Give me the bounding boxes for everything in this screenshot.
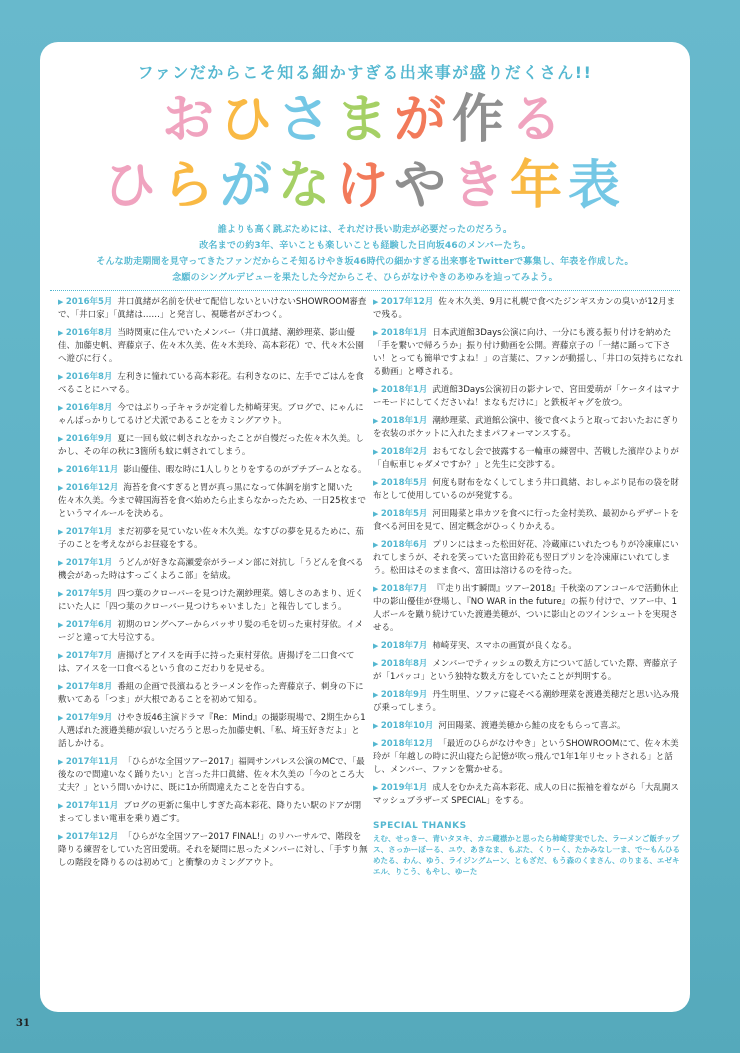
title-char: き [452, 156, 511, 216]
entry-date: ▶ 2016年8月 [58, 328, 112, 338]
timeline-right-column [373, 296, 683, 877]
title-char: さ [277, 90, 336, 150]
timeline-entry [373, 782, 683, 808]
entry-date: ▶ 2016年8月 [58, 372, 112, 382]
timeline-entry [58, 371, 368, 397]
timeline-entry [58, 712, 368, 751]
title-char: が [219, 156, 278, 216]
entry-date: ▶ 2018年1月 [373, 385, 427, 395]
entry-date: ▶ 2016年12月 [58, 483, 118, 493]
entry-date: ▶ 2018年5月 [373, 509, 427, 519]
title-char: ひ [219, 90, 278, 150]
title-char: ま [335, 90, 394, 150]
dotted-divider [50, 290, 680, 291]
title-char: ら [161, 156, 220, 216]
entry-text: 井口眞緒が名前を伏せて配信しないといけないSHOWROOM審査で、「井口家」「眞緒は……」と発言し、視聴者がざわつく。 [58, 297, 367, 320]
entry-text: 今ではぶりっ子キャラが定着した柿崎芽実。ブログで、にゃんにゃんばっかりしてるけど犬派であることをカミングアウト。 [58, 403, 364, 426]
entry-date: ▶ 2018年1月 [373, 328, 427, 338]
timeline-entry [58, 831, 368, 870]
title-line-1 [40, 90, 690, 150]
entry-text: 影山優佳、暇な時に1人しりとりをするのがプチブームとなる。 [123, 465, 367, 475]
timeline-entry [58, 327, 368, 366]
entry-date: ▶ 2016年8月 [58, 403, 112, 413]
entry-text: メンバーでティッシュの数え方について話していた際、齊藤京子が「1パッコ」という独特な数え方をしていたことが判明する。 [373, 659, 678, 682]
entry-date: ▶ 2017年12月 [373, 297, 433, 307]
timeline-entry [373, 384, 683, 410]
entry-text: 柿崎芽実、スマホの画質が良くなる。 [432, 641, 577, 651]
entry-text: ブログの更新に集中しすぎた高本彩花、降りたい駅のドアが閉まってしまい電車を乗り過ごす。 [58, 801, 362, 824]
entry-date: ▶ 2018年2月 [373, 447, 427, 457]
timeline-entry [58, 482, 368, 521]
timeline-entry [373, 583, 683, 635]
title-char: け [335, 156, 394, 216]
timeline-entry [373, 477, 683, 503]
content-card [40, 42, 690, 1012]
intro-text [40, 222, 690, 286]
entry-text: 潮紗理菜、武道館公演中、後で食べようと取っておいたおにぎりを衣装のポケットに入れたままパフォーマンスする。 [373, 416, 679, 439]
entry-date: ▶ 2017年1月 [58, 527, 112, 537]
entry-date: ▶ 2016年11月 [58, 465, 118, 475]
entry-date: ▶ 2016年5月 [58, 297, 112, 307]
entry-text: うどんが好きな高瀬愛奈がラーメン部に対抗し「うどんを食べる機会があった時はすっごくよろこ部」を結成。 [58, 558, 364, 581]
entry-date: ▶ 2018年9月 [373, 690, 427, 700]
entry-date: ▶ 2017年11月 [58, 801, 118, 811]
entry-date: ▶ 2017年8月 [58, 682, 112, 692]
timeline-entry [58, 402, 368, 428]
entry-text: 「ひらがな全国ツアー2017」福岡サンパレス公演のMCで、「最後なので間違いなく踊りたい」と言った井口眞緒、佐々木久美の「今のところ大丈夫？」という問いかけに、既に1か所間違えたことを告白する。 [58, 757, 365, 793]
timeline-entry [373, 415, 683, 441]
intro-line: そんな助走期間を見守ってきたファンだからこそ知るけやき坂46時代の細かすぎる出来事をTwitterで募集し、年表を作成した。 [96, 257, 634, 267]
entry-date: ▶ 2018年1月 [373, 416, 427, 426]
entry-date: ▶ 2017年7月 [58, 651, 112, 661]
timeline-entry [373, 508, 683, 534]
entry-date: ▶ 2017年5月 [58, 589, 112, 599]
entry-text: 四つ葉のクローバーを見つけた潮紗理菜。嬉しさのあまり、近くにいた人に「四つ葉のクローバー見つけちゃいました」と報告してしまう。 [58, 589, 364, 612]
timeline-entry [373, 720, 683, 733]
entry-date: ▶ 2017年6月 [58, 620, 112, 630]
entry-text: 初期のロングヘアーからバッサリ髪の毛を切った東村芽依。イメージと違って大号泣する。 [58, 620, 364, 643]
special-thanks-body: えむ、せっきー、青いタヌキ、カニ蔵襟かと思ったら柿崎芽実でした、ラーメンご飯チップス、さっかーぼーる、ユウ、あきなま、もぶた、くりーく、たかみなし一ま、で〜もんひるめたる、わん、ゆう、ライジングムーン、ともざだ、もう森のくまさん、のりまる、エゼキエル、りこう、もやし、ゆーた [373, 834, 680, 876]
intro-line: 改名までの約3年、辛いことも楽しいことも経験した日向坂46のメンバーたち。 [199, 241, 531, 251]
page-number: 31 [16, 1018, 30, 1029]
title-char: る [510, 90, 569, 150]
entry-text: 「ひらがな全国ツアー2017 FINAL!」のリハーサルで、階段を降りる練習をしていた宮田愛萌。それを疑問に思ったメンバーに対し、「手すり無しの階段を降りるのは初めて」と衝撃のカミングアウト。 [58, 832, 368, 868]
timeline-entry [58, 296, 368, 322]
entry-text: 佐々木久美、9月に札幌で食べたジンギスカンの臭いが12月まで残る。 [373, 297, 676, 320]
timeline-entry [58, 557, 368, 583]
timeline-entry [58, 800, 368, 826]
entry-text: 何度も財布をなくしてしまう井口眞緒、おしゃぶり昆布の袋を財布として使用しているのが発覚する。 [373, 478, 679, 501]
entry-text: 当時関東に住んでいたメンバー（井口眞緒、潮紗理菜、影山優佳、加藤史帆、齊藤京子、佐々木久美、佐々木美玲、高本彩花）で、代々木公園へ遊びに行く。 [58, 328, 364, 364]
title-char: な [277, 156, 336, 216]
title-char: 作 [452, 90, 511, 150]
entry-text: 「最近のひらがなけやき」というSHOWROOMにて、佐々木美玲が「年越しの時に沢山寝たら記憶が吹っ飛んで1年1年リセットされる」と話し、メンバー、ファンを驚かせる。 [373, 739, 679, 775]
entry-date: ▶ 2017年9月 [58, 713, 112, 723]
timeline-entry [373, 446, 683, 472]
entry-text: 成人をむかえた高本彩花、成人の日に振袖を着ながら「大乱闘スマッシュブラザーズ SPECIAL」をする。 [373, 783, 679, 806]
timeline-entry [58, 526, 368, 552]
timeline-entry [373, 640, 683, 653]
entry-text: 夏に一回も蚊に刺されなかったことが自慢だった佐々木久美。しかし、その年の秋に3箇所も蚊に刺されてしまう。 [58, 434, 364, 457]
entry-date: ▶ 2016年9月 [58, 434, 112, 444]
special-thanks-title: SPECIAL THANKS [373, 821, 467, 831]
title-line-2 [40, 156, 690, 216]
timeline-right-entries [373, 296, 683, 808]
timeline-entry [58, 619, 368, 645]
title-char: や [394, 156, 453, 216]
title-char: お [161, 90, 220, 150]
entry-text: 海苔を食べすぎると胃が真っ黒になって体調を崩すと聞いた佐々木久美。今まで韓国海苔を食べ始めたら止まらなかったため、一日25枚までというマイルールを決める。 [58, 483, 366, 519]
timeline-entry [373, 658, 683, 684]
timeline-left-column [58, 296, 368, 875]
entry-date: ▶ 2018年10月 [373, 721, 433, 731]
entry-date: ▶ 2018年12月 [373, 739, 433, 749]
entry-date: ▶ 2018年7月 [373, 584, 427, 594]
timeline-entry [58, 650, 368, 676]
timeline-entry [58, 464, 368, 477]
title-char: 表 [568, 156, 627, 216]
entry-date: ▶ 2017年1月 [58, 558, 112, 568]
entry-text: 番組の企画で長濱ねるとラーメンを作った齊藤京子、刺身の下に敷いてある「つま」が大根であることを初めて知る。 [58, 682, 364, 705]
timeline-entry [373, 689, 683, 715]
timeline-entry [373, 738, 683, 777]
entry-text: けやき坂46主演ドラマ『Re：Mind』の撮影現場で、2期生から1人選ばれた渡邉美穂が寂しいだろうと思った加藤史帆、「私、埼玉好きだよ」と話しかける。 [58, 713, 366, 749]
timeline-entry [373, 296, 683, 322]
entry-date: ▶ 2018年5月 [373, 478, 427, 488]
title-char: が [394, 90, 453, 150]
entry-date: ▶ 2018年8月 [373, 659, 427, 669]
entry-text: まだ初夢を見ていない佐々木久美。なすびの夢を見るために、茄子のことを考えながらお昼寝をする。 [58, 527, 364, 550]
timeline-entry [373, 327, 683, 379]
entry-date: ▶ 2019年1月 [373, 783, 427, 793]
entry-text: プリンにはまった松田好花、冷蔵庫にいれたつもりが冷凍庫にいれてしまうが、それを笑っていた富田鈴花も翌日プリンを冷凍庫にいれてしまう。松田はそのまま食べ、富田は溶けるのを待った。 [373, 540, 679, 576]
title-char: ひ [103, 156, 162, 216]
entry-date: ▶ 2017年11月 [58, 757, 118, 767]
entry-text: 左利きに憧れている高本彩花。右利きなのに、左手でごはんを食べることにハマる。 [58, 372, 364, 395]
entry-text: 丹生明里、ソファに寝そべる潮紗理菜を渡邉美穂だと思い込み飛び乗ってしまう。 [373, 690, 679, 713]
entry-text: おもてなし会で披露する一輪車の練習中、苦戦した濱岸ひよりが「自転車じゃダメですか？」と先生に交渉する。 [373, 447, 679, 470]
entry-date: ▶ 2018年6月 [373, 540, 427, 550]
timeline-entry [373, 539, 683, 578]
timeline-entry [58, 588, 368, 614]
entry-text: 唐揚げとアイスを両手に持った東村芽依。唐揚げを二口食べては、アイスを一口食べるという食のこだわりを見せる。 [58, 651, 355, 674]
entry-text: 河田陽菜、渡邉美穂から鮭の皮をもらって喜ぶ。 [438, 721, 626, 731]
timeline-entry [58, 756, 368, 795]
subtitle: ファンだからこそ知る細かすぎる出来事が盛りだくさん!! [137, 63, 593, 82]
entry-text: 河田陽菜と串カツを食べに行った金村美玖、最初からデザートを食べる河田を見て、固定概念がひっくりかえる。 [373, 509, 679, 532]
entry-text: 日本武道館3Days公演に向け、一分にも渡る振り付けを納めた「手を繋いで帰ろうか」振り付け動画を公開。齊藤京子の「一緒に踊って下さい！とっても簡単ですよね！」の言葉に、ファンが動揺し、「井口の気持ちになれる動画」と噂される。 [373, 328, 683, 377]
entry-date: ▶ 2018年7月 [373, 641, 427, 651]
title-char: 年 [510, 156, 569, 216]
intro-line: 念願のシングルデビューを果たした今だからこそ、ひらがなけやきのあゆみを辿ってみよう。 [172, 273, 558, 283]
entry-text: 『『走り出す瞬間』ツアー2018』千秋楽のアンコールで活動休止中の影山優佳が登場し、『NO WAR in the future』の振り付けで、ツアー中、1人ボールを蹴り続けていた渡邉美穂が、ついに影山とのツインシュートを実現させる。 [373, 584, 679, 633]
entry-date: ▶ 2017年12月 [58, 832, 118, 842]
timeline-entry [58, 433, 368, 459]
timeline-entry [58, 681, 368, 707]
intro-line: 誰よりも高く跳ぶためには、それだけ長い助走が必要だったのだろう。 [217, 225, 513, 235]
entry-text: 武道館3Days公演初日の影ナレで、宮田愛萌が「ケータイはマナーモードにしてくださいね！まなもだけに」と鉄板ギャグを放つ。 [373, 385, 680, 408]
